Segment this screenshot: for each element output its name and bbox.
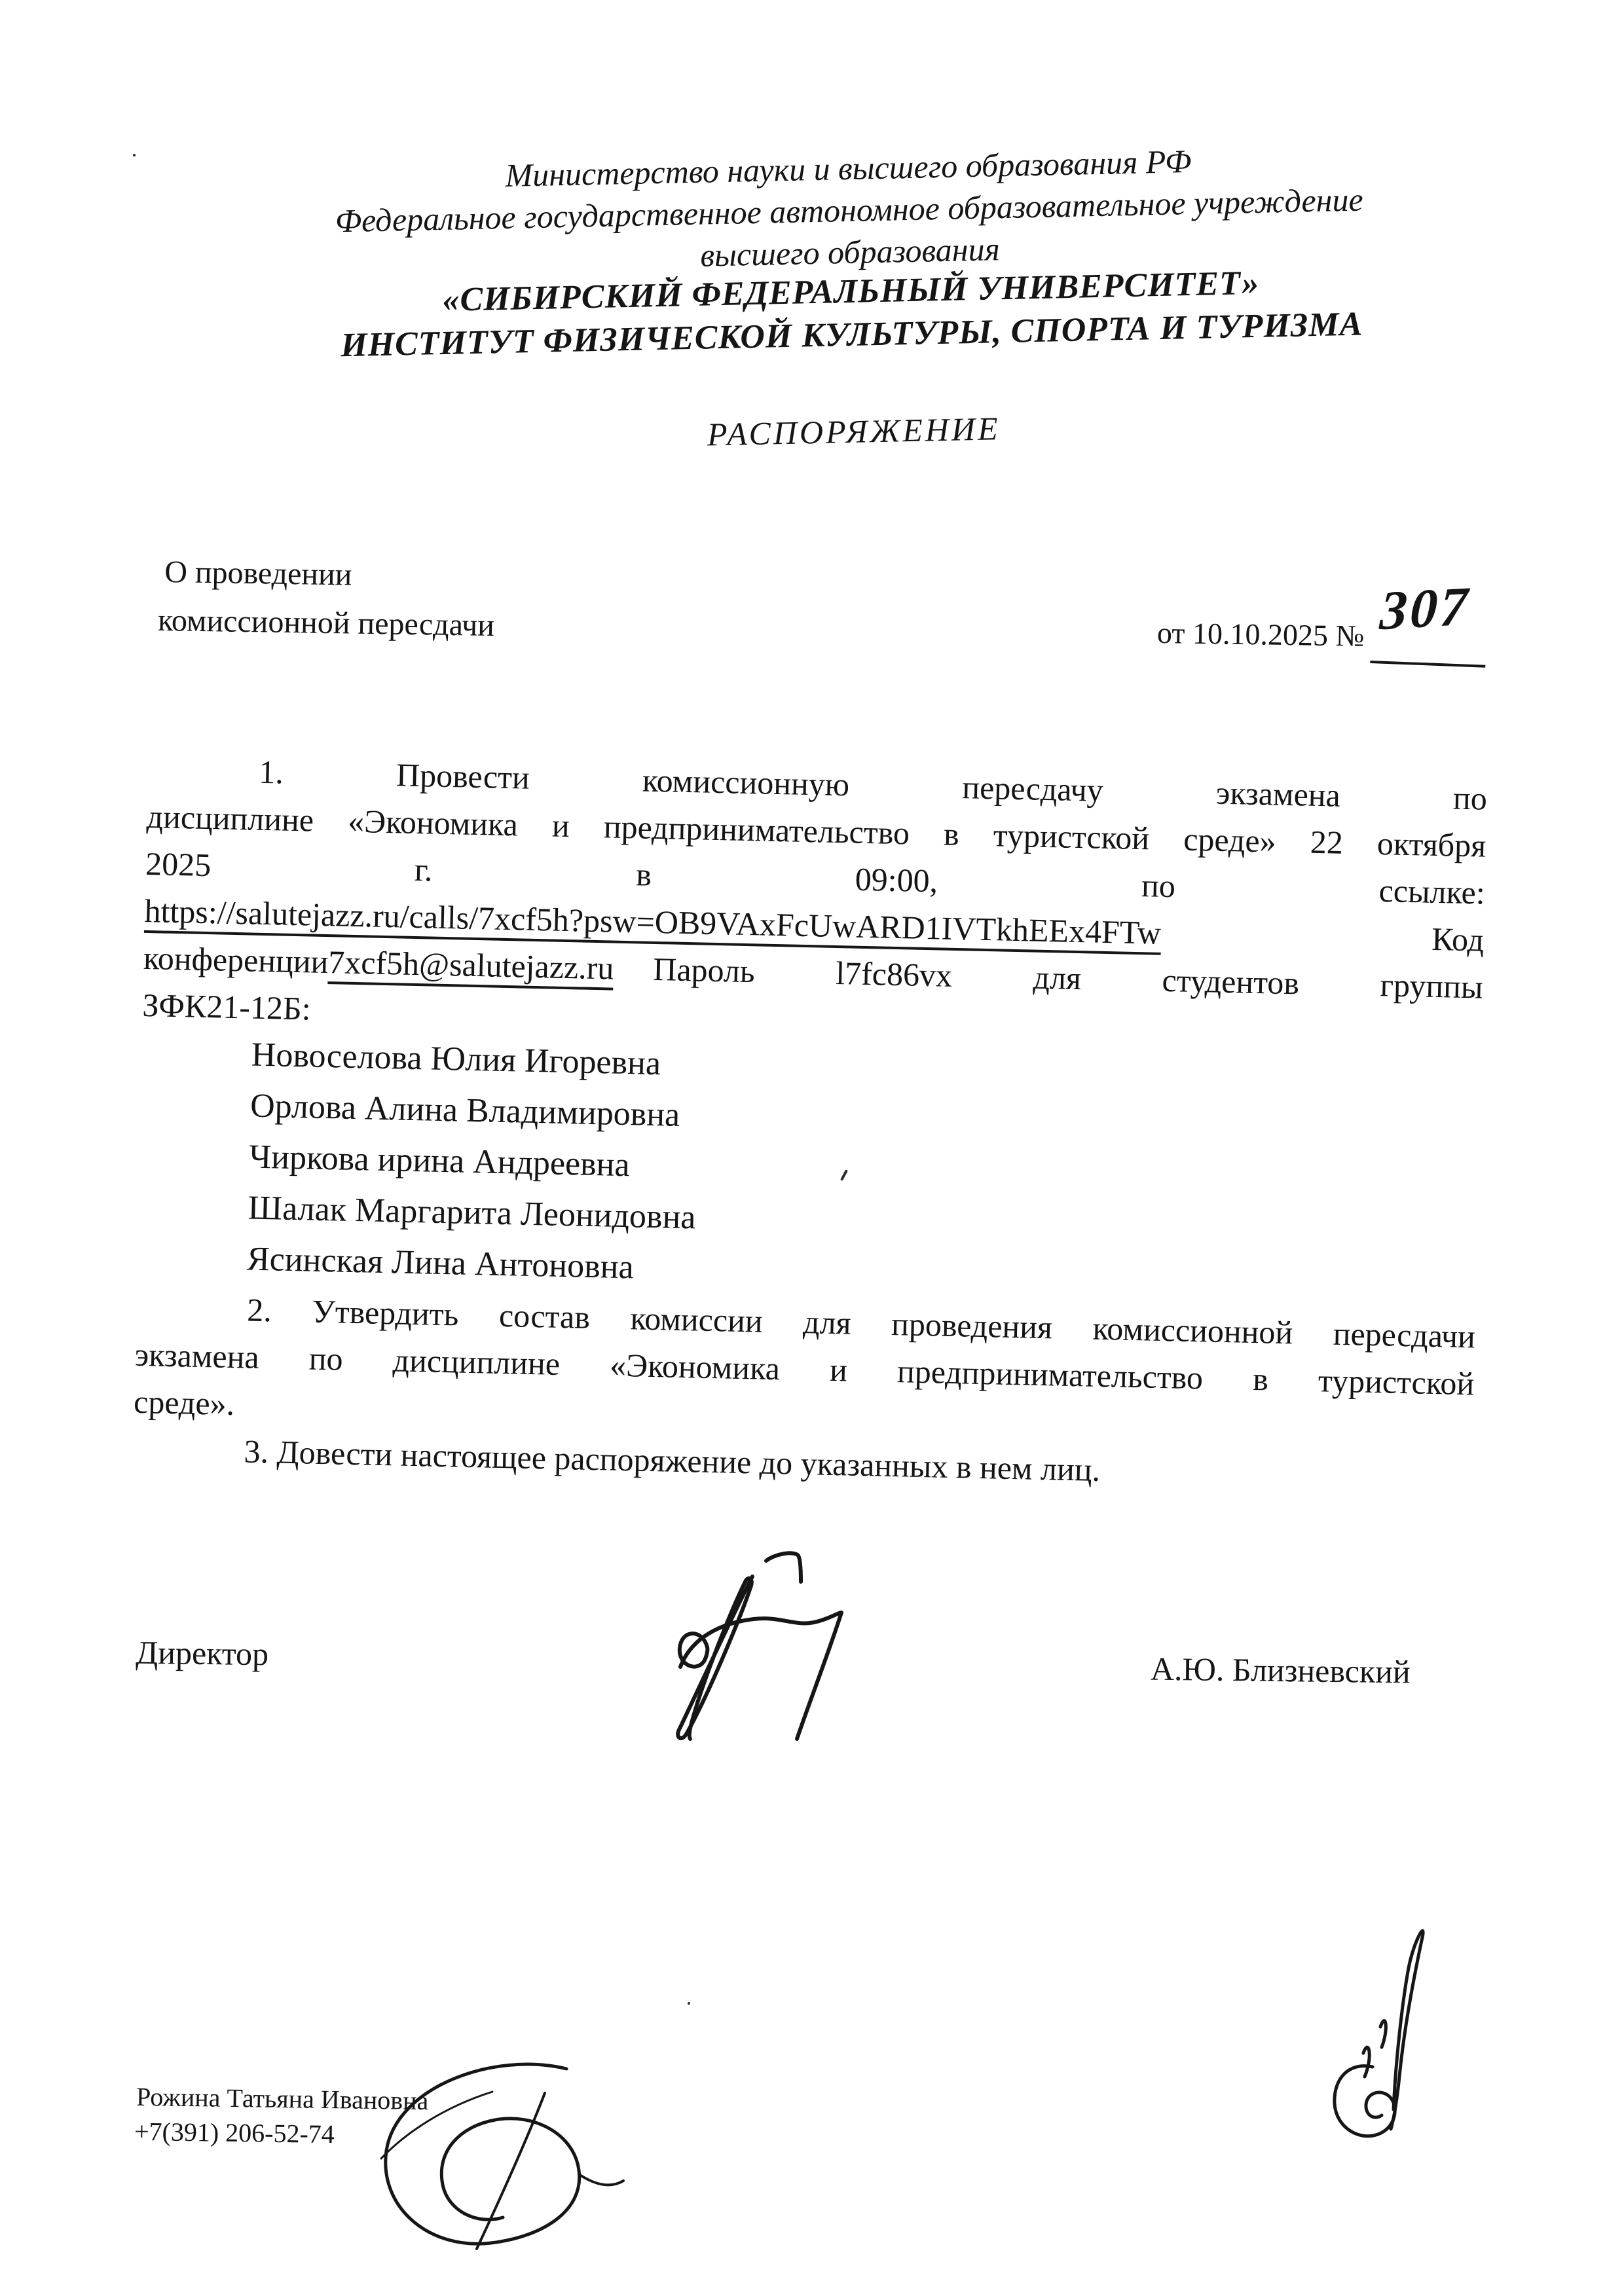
- paragraph-2-line-3: среде».: [133, 1383, 235, 1423]
- student-name: Чиркова ирина Андреевна: [248, 1138, 631, 1184]
- secondary-signature: [1316, 1912, 1447, 2160]
- word: среде»: [1183, 820, 1277, 860]
- word: Провести: [396, 756, 530, 796]
- word-kod: Код: [1431, 920, 1485, 958]
- word: и: [551, 807, 570, 845]
- word: г.: [414, 850, 434, 888]
- document-title: РАСПОРЯЖЕНИЕ: [707, 410, 1001, 453]
- word: 22: [1310, 823, 1344, 861]
- word: по: [308, 1339, 344, 1377]
- higher-education-line: высшего образования: [699, 230, 1001, 274]
- word: по: [1141, 867, 1176, 905]
- word: студентов: [1162, 961, 1300, 1002]
- word: предпринимательство: [603, 808, 910, 852]
- word: проведения: [891, 1305, 1053, 1346]
- word: 2025: [145, 845, 212, 884]
- student-name: Шалак Маргарита Леонидовна: [248, 1189, 697, 1237]
- document-body: [132, 750, 1488, 1512]
- word: состав: [498, 1296, 591, 1336]
- word: «Экономика: [609, 1346, 781, 1387]
- conference-link[interactable]: https://salutejazz.ru/calls/7xcf5h?psw=OB9VAxFcUwARD1IVTkhEEx4FTw: [144, 892, 1162, 955]
- word: и: [829, 1351, 848, 1389]
- institute-name: ИНСТИТУТ ФИЗИЧЕСКОЙ КУЛЬТУРЫ, СПОРТА И ТУРИЗМА: [340, 305, 1363, 365]
- word: группы: [1380, 966, 1484, 1006]
- word: дисциплине: [392, 1341, 561, 1382]
- word: экзамена: [134, 1336, 260, 1376]
- university-name: «СИБИРСКИЙ ФЕДЕРАЛЬНЫЙ УНИВЕРСИТЕТ»: [441, 264, 1260, 319]
- signer-position: Директор: [135, 1633, 269, 1673]
- paragraph-3: 3. Довести настоящее распоряжение до указанных в нем лиц.: [244, 1432, 1101, 1488]
- word: для: [802, 1303, 852, 1341]
- scan-dot: [688, 2002, 690, 2005]
- word: в: [943, 815, 960, 853]
- word: Утвердить: [311, 1292, 460, 1333]
- handwritten-doc-number: 307: [1378, 575, 1472, 642]
- subject-line-1: О проведении: [164, 555, 352, 592]
- group-code-line: ЗФК21-12Б:: [141, 986, 312, 1027]
- word: предпринимательство: [896, 1353, 1204, 1396]
- student-name: Ясинская Лина Антоновна: [246, 1240, 635, 1286]
- conference-email-link[interactable]: 7xcf5h@salutejazz.ru: [328, 943, 614, 990]
- word-conference: конференции: [143, 939, 329, 981]
- institution-type-line: Федеральное государственное автономное образовательное учреждение: [335, 181, 1364, 240]
- word: комиссии: [629, 1300, 764, 1339]
- director-signature: [668, 1499, 904, 1794]
- word: туристской: [1318, 1362, 1475, 1402]
- letterhead: [92, 0, 1608, 487]
- word: 09:00,: [855, 860, 938, 900]
- word: ссылке:: [1378, 872, 1486, 911]
- student-name: Орлова Алина Владимировна: [249, 1087, 680, 1134]
- word: Пароль: [652, 950, 756, 990]
- word: экзамена: [1215, 774, 1341, 814]
- word: комиссионную: [642, 761, 850, 803]
- word: пересдачу: [961, 769, 1104, 809]
- student-name: Новоселова Юлия Игоревна: [251, 1036, 661, 1083]
- word: 1.: [258, 753, 284, 791]
- word: 2.: [246, 1291, 272, 1329]
- word: дисциплине: [146, 797, 314, 839]
- word: в: [1252, 1360, 1269, 1398]
- word: «Экономика: [347, 802, 519, 843]
- word: туристской: [993, 816, 1150, 857]
- ministry-line: Министерство науки и высшего образования РФ: [504, 142, 1192, 194]
- word: по: [1452, 779, 1488, 817]
- doc-number-underline: [1370, 661, 1485, 668]
- word: октября: [1376, 824, 1486, 864]
- contact-person-name: Рожина Татьяна Ивановна: [136, 2081, 429, 2116]
- word: l7fc86vx: [835, 955, 953, 994]
- scan-dot: [133, 154, 136, 156]
- word: комиссионной: [1092, 1309, 1293, 1351]
- date-and-number-prefix: от 10.10.2025 №: [1156, 615, 1365, 653]
- word: пересдачи: [1333, 1315, 1476, 1355]
- subject-line-2: комиссионной пересдачи: [157, 602, 495, 643]
- word: для: [1033, 958, 1082, 997]
- signer-name: А.Ю. Близневский: [1150, 1650, 1411, 1690]
- word: в: [635, 856, 652, 893]
- contact-phone: +7(391) 206-52-74: [134, 2116, 335, 2149]
